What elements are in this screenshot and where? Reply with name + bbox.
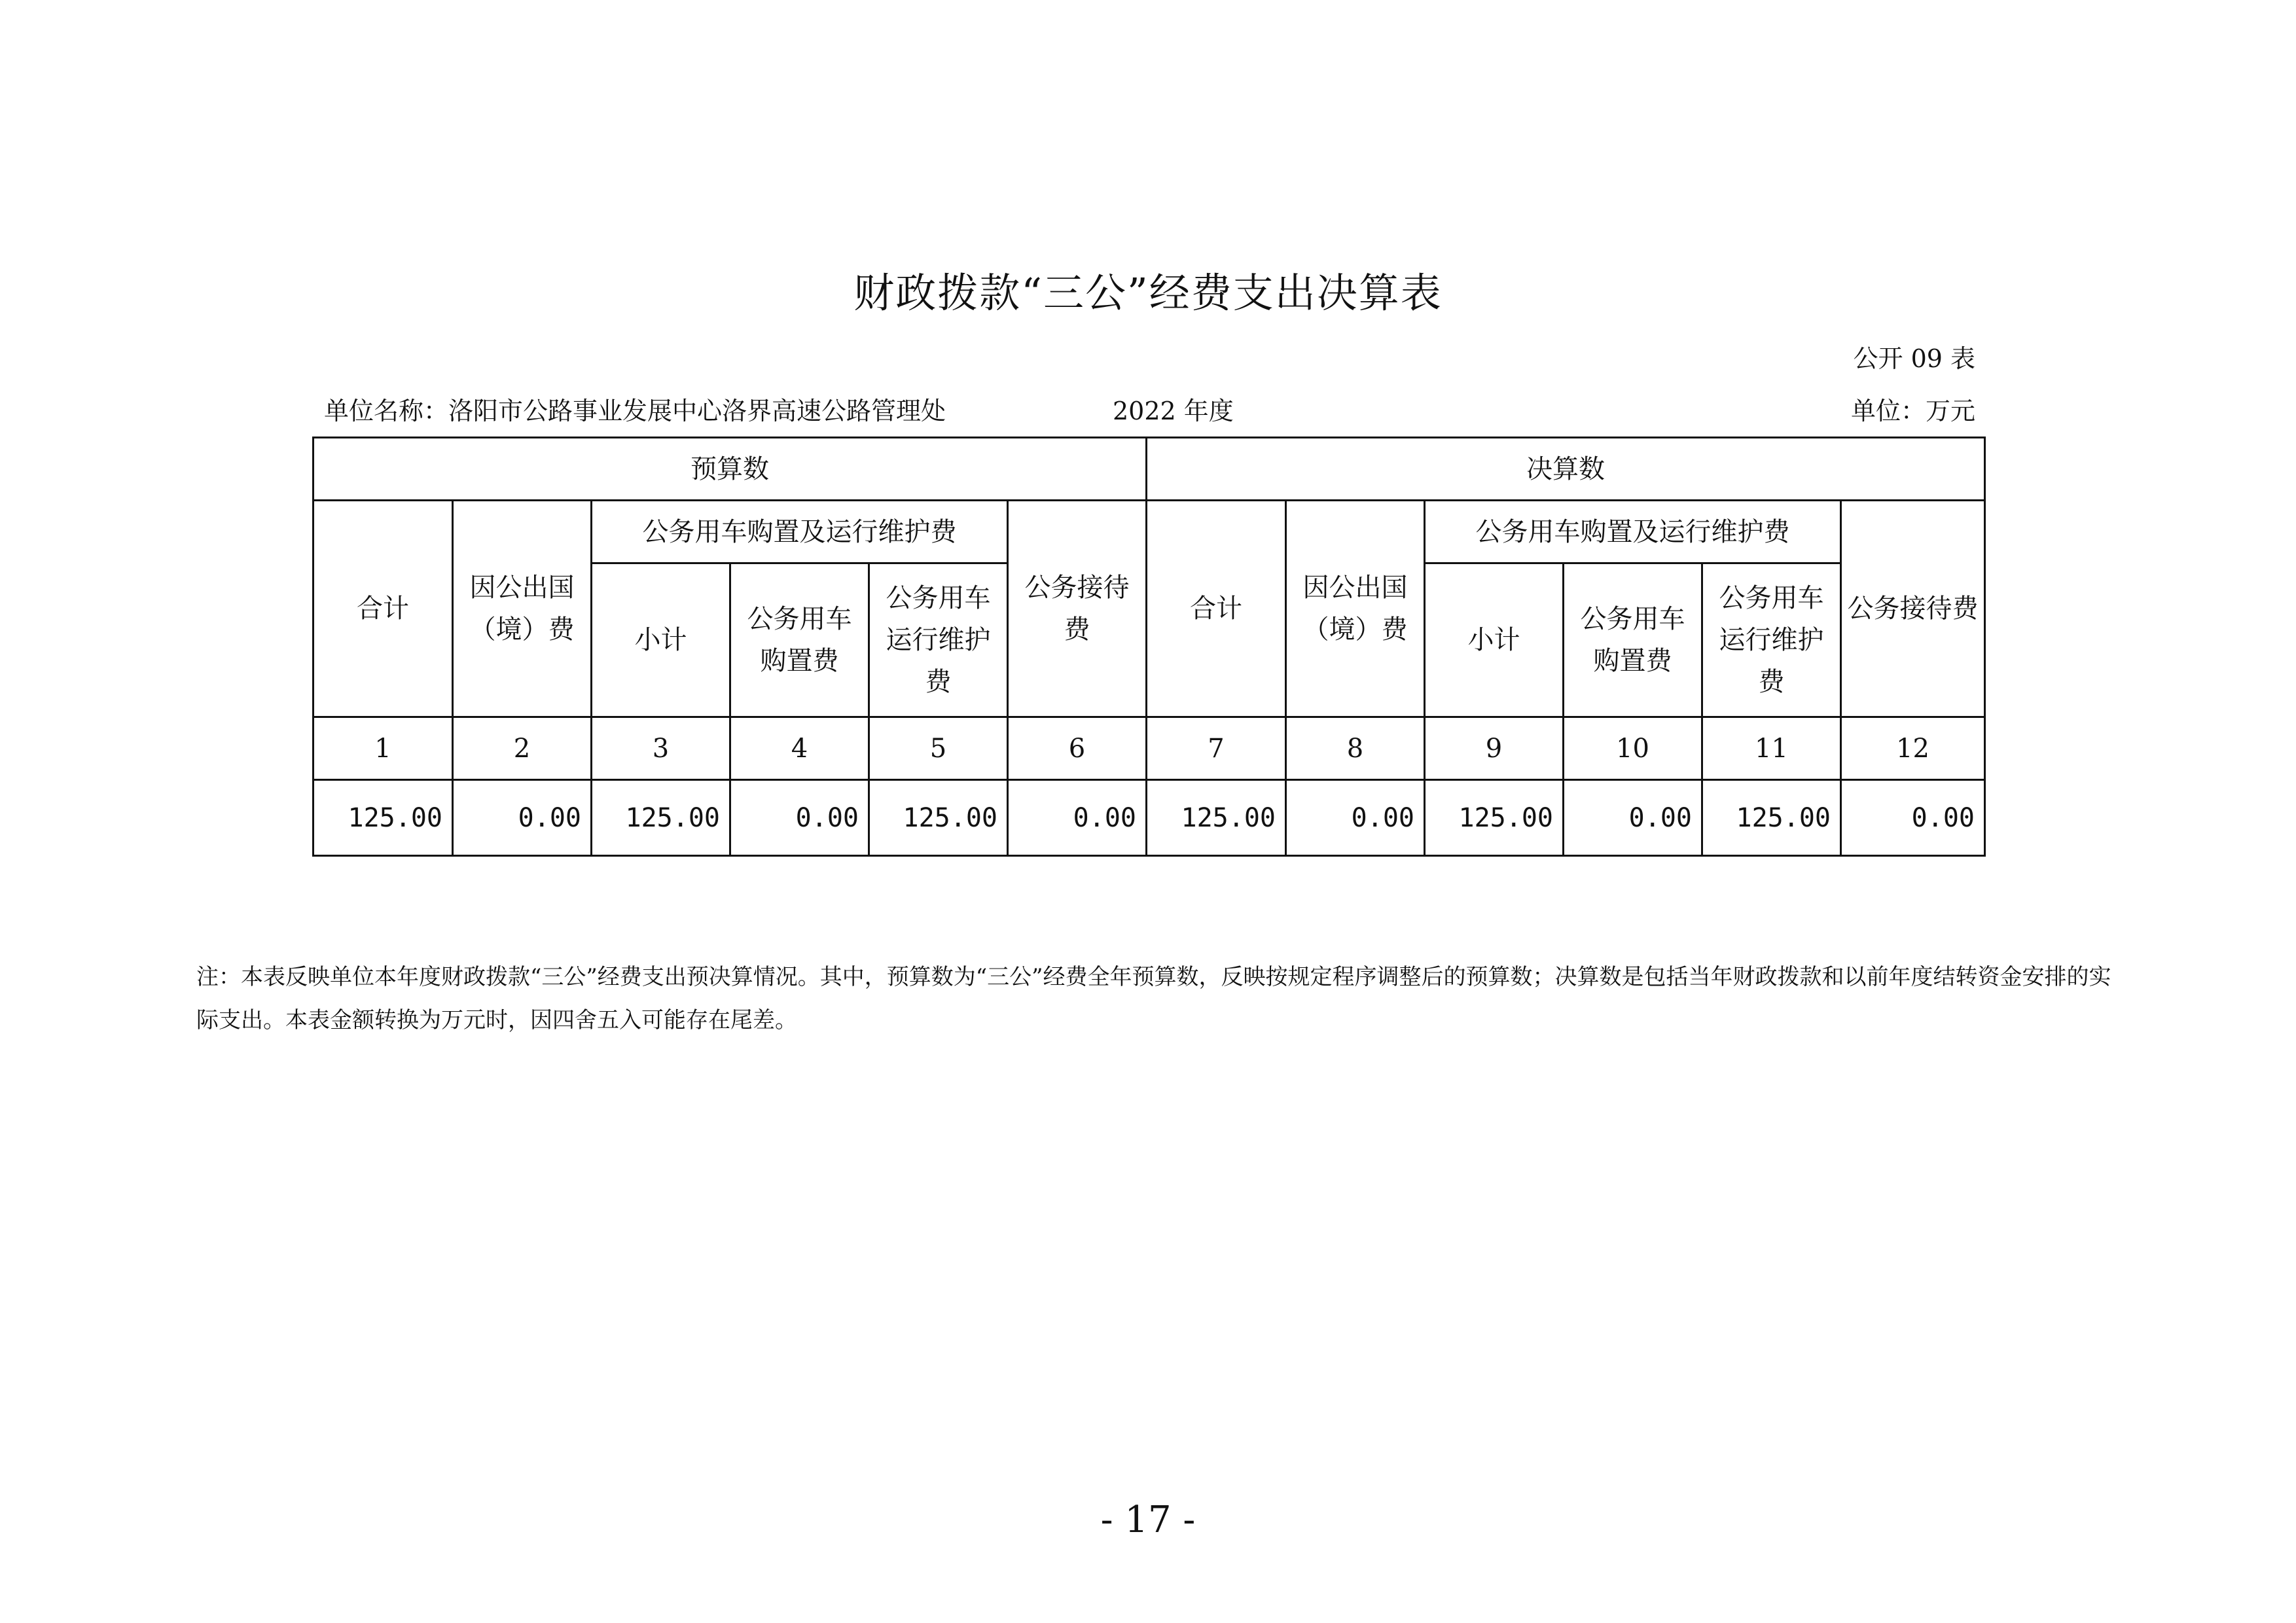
col-number: 1 — [314, 717, 453, 780]
budget-abroad-header: 因公出国（境）费 — [453, 501, 592, 717]
expense-table — [312, 437, 1986, 857]
unit-name: 单位名称：洛阳市公路事业发展中心洛界高速公路管理处 — [324, 397, 946, 425]
final-subtotal-header: 小计 — [1425, 563, 1564, 717]
budget-header: 预算数 — [314, 438, 1147, 501]
budget-vehicle-group-header: 公务用车购置及运行维护费 — [592, 501, 1008, 563]
budget-subtotal-header: 小计 — [592, 563, 730, 717]
col-number: 8 — [1286, 717, 1425, 780]
value-cell: 125.00 — [1147, 780, 1286, 856]
final-vehicle-group-header: 公务用车购置及运行维护费 — [1425, 501, 1841, 563]
fiscal-year: 2022 年度 — [1113, 397, 1234, 425]
value-cell: 0.00 — [1564, 780, 1702, 856]
col-number: 11 — [1702, 717, 1841, 780]
value-cell: 0.00 — [453, 780, 592, 856]
value-cell: 125.00 — [314, 780, 453, 856]
final-header: 决算数 — [1147, 438, 1985, 501]
value-cell: 0.00 — [730, 780, 869, 856]
value-cell: 0.00 — [1008, 780, 1147, 856]
col-number: 3 — [592, 717, 730, 780]
final-abroad-header: 因公出国（境）费 — [1286, 501, 1425, 717]
col-number: 6 — [1008, 717, 1147, 780]
footnote: 注：本表反映单位本年度财政拨款“三公”经费支出预决算情况。其中，预算数为“三公”经费全年预算数，反映按规定程序调整后的预算数；决算数是包括当年财政拨款和以前年度结转资金安排的实际支出。本表金额转换为万元时，因四舍五入可能存在尾差。 — [196, 964, 2111, 1033]
col-number: 5 — [869, 717, 1008, 780]
budget-reception-header: 公务接待费 — [1008, 501, 1147, 717]
col-number: 4 — [730, 717, 869, 780]
final-total-header: 合计 — [1147, 501, 1286, 717]
budget-vehicle-operation-header: 公务用车运行维护费 — [869, 563, 1008, 717]
value-cell: 125.00 — [1702, 780, 1841, 856]
value-row — [314, 780, 1985, 856]
col-number: 2 — [453, 717, 592, 780]
page-number: - 17 - — [1100, 1499, 1196, 1541]
col-number: 9 — [1425, 717, 1564, 780]
value-cell: 125.00 — [592, 780, 730, 856]
form-number: 公开 09 表 — [1853, 344, 1975, 373]
value-cell: 125.00 — [869, 780, 1008, 856]
value-cell: 0.00 — [1841, 780, 1985, 856]
currency-unit: 单位：万元 — [1850, 397, 1975, 425]
column-number-row — [314, 717, 1985, 780]
final-vehicle-operation-header: 公务用车运行维护费 — [1702, 563, 1841, 717]
final-vehicle-purchase-header: 公务用车购置费 — [1564, 563, 1702, 717]
col-number: 12 — [1841, 717, 1985, 780]
budget-total-header: 合计 — [314, 501, 453, 717]
value-cell: 0.00 — [1286, 780, 1425, 856]
page-title: 财政拨款“三公”经费支出决算表 — [853, 269, 1443, 317]
col-number: 7 — [1147, 717, 1286, 780]
value-cell: 125.00 — [1425, 780, 1564, 856]
col-number: 10 — [1564, 717, 1702, 780]
final-reception-header: 公务接待费 — [1841, 501, 1985, 717]
budget-vehicle-purchase-header: 公务用车购置费 — [730, 563, 869, 717]
